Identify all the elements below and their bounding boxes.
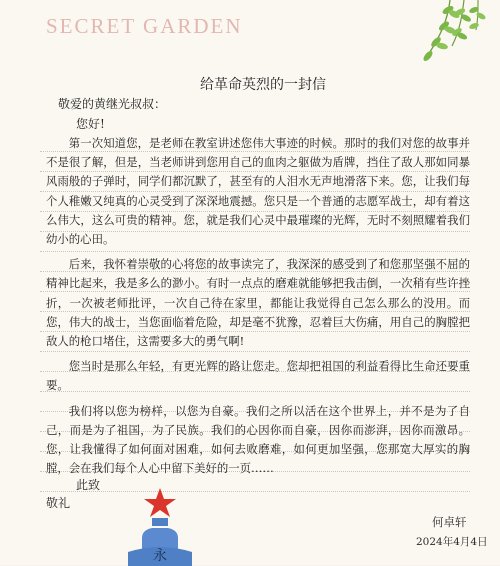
letter-paragraph: 您当时是那么年轻，有更光辉的路让您走。您却把祖国的利益看得比生命还要重要。 [46,359,470,393]
letter-date: 2024年4月4日 [416,536,488,548]
letter-hello: 您好! [76,117,105,131]
letter-paragraph: 后来，我怀着崇敬的心将您的故事读完了，我深深的感受到了和您那坚强不屈的精神比起来，我是多么的渺小。有时一点点的磨难就能够把我击倒，一次稍有些许挫折，一次被老师批评，一次自己待在家里，都能让我觉得自己怎么那么的没用。而您，伟大的战士，当您面临着危险，却是毫不犹豫，忍着巨大伤痛，用自己的胸膛把敌人的枪口堵住，这需要多大的勇气啊! [46,257,470,349]
closing-ci-zhi: 此致 [76,478,101,492]
closing-jing-li: 敬礼 [46,496,71,510]
letter-paragraph: 我们将以您为榜样，以您为自豪。我们之所以活在这个世界上，并不是为了自己，而是为了祖国，为了民族。我们的心因你而自豪，因你而澎湃，因你而激昂。您，让我懂得了如何面对困难，如何去败磨难，如何更加坚强，您那宽大厚实的胸膛，会在我们每个人心中留下美好的一页…… [46,403,470,476]
brand-header: SECRET GARDEN [46,14,243,38]
green-vine-icon [402,0,494,92]
letter-body [46,134,470,478]
signature: 何卓轩 [432,515,467,529]
monument-character: 永 [153,548,167,564]
letter-title: 给革命英烈的一封信 [200,77,326,93]
red-star-monument-icon [108,486,228,566]
letter-greeting: 敬爱的黄继光叔叔： [58,97,167,111]
letter-paragraph: 第一次知道您，是老师在教室讲述您伟大事迹的时候。那时的我们对您的故事并不是很了解，但是，当老师讲到您用自己的血肉之躯做为盾牌，挡住了敌人那如同暴风雨般的子弹时，同学们都沉默了，甚至有的人泪水无声地滑落下来。您，让我们每个人稚嫩又纯真的心灵受到了深深地震撼。您只是一个普通的志愿军战士，却有着这么伟大，这么可贵的精神。您，就是我们心灵中最璀璨的光辉，无时不刻照耀着我们幼小的心田。 [46,136,470,247]
